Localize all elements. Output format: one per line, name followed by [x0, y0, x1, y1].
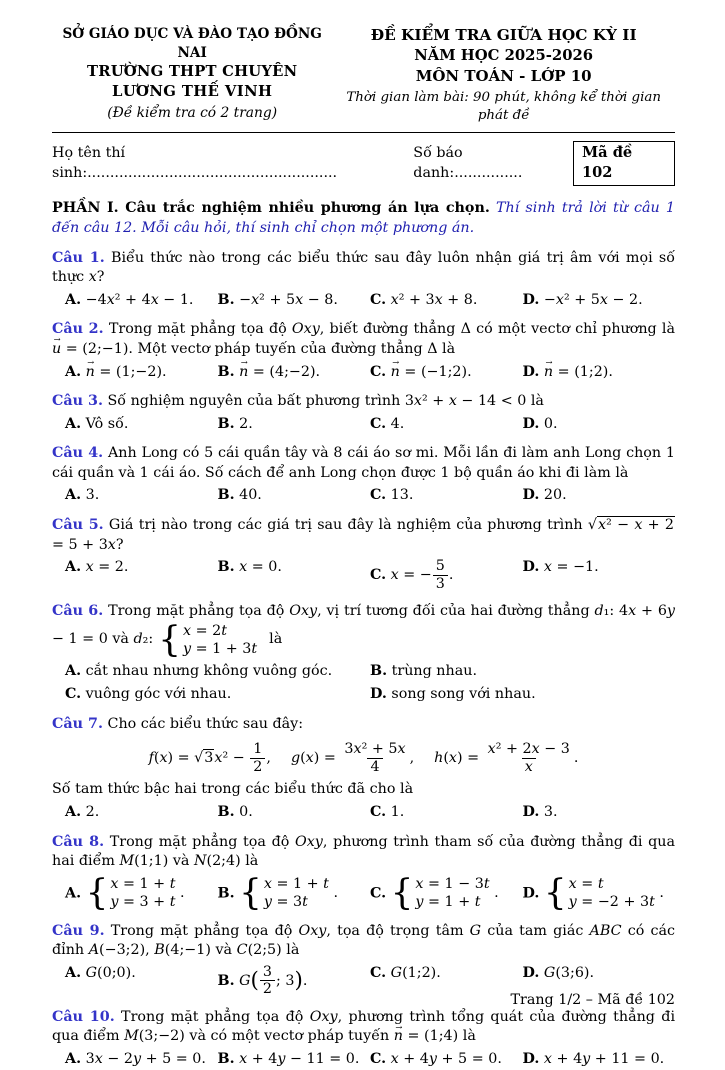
option-label: C.	[370, 415, 387, 432]
answer-option	[370, 486, 523, 506]
question	[52, 715, 675, 823]
option-text: x = − $\frac{5}{3}$ .	[390, 558, 454, 592]
option-text: −4x² + 4x − 1.	[85, 291, 194, 308]
question-number: Câu 2.	[52, 321, 104, 338]
option-text: 2.	[239, 415, 253, 432]
answer-option	[218, 875, 371, 912]
school-name-line1: TRƯỜNG THPT CHUYÊN	[87, 63, 298, 81]
option-label: C.	[65, 686, 82, 703]
answer-option	[523, 291, 676, 311]
answer-option	[65, 486, 218, 506]
question-number: Câu 9.	[52, 922, 105, 939]
option-label: A.	[65, 415, 82, 432]
student-name-line: Họ tên thí sinh:.......................................................	[52, 145, 338, 181]
school-year: NĂM HỌC 2025-2026	[414, 46, 594, 64]
question-paragraph	[52, 320, 675, 359]
option-text: 1.	[390, 803, 405, 820]
answer-option	[523, 486, 676, 506]
header-school-block	[52, 25, 332, 123]
question	[52, 249, 675, 311]
question-paragraph	[52, 444, 675, 483]
option-label: B.	[217, 487, 235, 504]
answer-option	[370, 415, 523, 435]
question-body: Trong mặt phẳng tọa độ Oxy, tọa độ trọng tâm G của tam giác ABC có các đỉnh A(−3;2), B(4;−1) và C(2;5) là	[52, 922, 676, 959]
question-number: Câu 7.	[52, 715, 103, 732]
student-info-row	[52, 141, 675, 186]
option-label: B.	[217, 972, 235, 989]
option-text: −x² + 5x − 2.	[543, 291, 643, 308]
question-number: Câu 1.	[52, 249, 105, 266]
option-text: 3.	[543, 803, 558, 820]
option-label: C.	[370, 803, 387, 820]
option-label: D.	[522, 363, 540, 380]
answer-options	[52, 415, 675, 435]
option-text: G(1;2).	[390, 964, 441, 981]
question-number: Câu 5.	[52, 516, 104, 533]
option-label: B.	[217, 559, 235, 576]
school-name-line2: LƯƠNG THẾ VINH	[111, 83, 273, 101]
option-text: n → = (−1;2).	[391, 364, 472, 380]
answer-option	[65, 558, 218, 578]
answer-option	[523, 363, 676, 383]
answer-option	[523, 558, 676, 578]
option-text: G( $\frac{3}{2}$ ; 3).	[239, 963, 308, 998]
answer-options	[52, 291, 675, 311]
option-label: A.	[65, 662, 82, 679]
question	[52, 922, 675, 998]
answer-options	[52, 558, 675, 592]
answer-option	[218, 415, 371, 435]
answer-option	[65, 875, 218, 912]
option-text: 4.	[390, 415, 405, 432]
answer-options	[52, 1050, 675, 1070]
question-body: Trong mặt phẳng tọa độ Oxy, vị trí tương đối của hai đường thẳng d₁: 4x + 6y − 1 = 0 và d₂: { x = 2t y = 1 + 3t là	[52, 603, 675, 647]
question-body: Số nghiệm nguyên của bất phương trình 3x² + x − 14 < 0 là	[107, 393, 544, 410]
option-label: B.	[217, 803, 235, 820]
option-label: D.	[522, 291, 540, 308]
option-label: C.	[370, 291, 387, 308]
option-label: B.	[370, 662, 388, 679]
option-text: 3x − 2y + 5 = 0.	[85, 1051, 206, 1067]
exam-code-box: Mã đề 102	[573, 141, 675, 186]
option-text: x = −1.	[543, 559, 599, 576]
option-label: C.	[370, 964, 387, 981]
subject-grade: MÔN TOÁN - LỚP 10	[415, 67, 592, 86]
question-body: Trong mặt phẳng tọa độ Oxy, biết đường thẳng Δ có một vectơ chỉ phương là u → = (2;−1). Một vectơ pháp tuyến của đường thẳng Δ là	[52, 321, 675, 357]
question-number: Câu 3.	[52, 393, 103, 410]
question-number: Câu 6.	[52, 603, 104, 619]
option-text: vuông góc với nhau.	[85, 686, 232, 703]
option-text: Vô số.	[85, 415, 129, 432]
answer-option	[370, 1050, 523, 1070]
option-label: C.	[370, 1051, 387, 1067]
option-text: { x = 1 − 3t y = 1 + t .	[391, 885, 499, 901]
option-label: D.	[522, 803, 540, 820]
option-label: C.	[370, 885, 387, 902]
option-label: D.	[522, 1051, 540, 1067]
answer-option	[218, 964, 371, 998]
option-label: C.	[370, 487, 387, 504]
question	[52, 602, 675, 705]
question-paragraph	[52, 602, 675, 659]
question-body: Giá trị nào trong các giá trị sau đây là nghiệm của phương trình √x² − x + 2 = 5 + 3x?	[52, 516, 674, 553]
question-body: Cho các biểu thức sau đây:	[107, 715, 304, 732]
answer-option	[370, 363, 523, 383]
question-number: Câu 4.	[52, 445, 104, 462]
question-number: Câu 8.	[52, 833, 105, 850]
answer-option	[65, 291, 218, 311]
option-label: A.	[65, 964, 82, 981]
question-body: Trong mặt phẳng tọa độ Oxy, phương trình tổng quát của đường thẳng đi qua điểm M(3;−2) và có một vectơ pháp tuyến n → = (1;4) là	[52, 1009, 675, 1045]
header-exam-block	[332, 25, 675, 125]
answer-option	[65, 803, 218, 823]
question-paragraph	[52, 833, 675, 872]
option-text: 0.	[543, 415, 558, 432]
option-label: B.	[217, 291, 235, 308]
option-text: 2.	[85, 803, 100, 820]
answer-option	[370, 803, 523, 823]
answer-option	[65, 662, 370, 682]
option-text: { x = 1 + t y = 3t .	[239, 885, 338, 901]
answer-options	[52, 875, 675, 912]
answer-option	[65, 1050, 218, 1070]
option-text: x = 0.	[239, 559, 282, 576]
option-text: n → = (1;−2).	[86, 364, 167, 380]
option-text: cắt nhau nhưng không vuông góc.	[85, 662, 333, 679]
option-label: A.	[65, 363, 82, 380]
part1-instruction: Thí sinh trả lời từ câu 1 đến câu 12. Mỗi câu hỏi, thí sinh chỉ chọn một phương án.	[52, 200, 675, 237]
answer-option	[65, 363, 218, 383]
option-label: C.	[370, 363, 387, 380]
exam-header	[52, 25, 675, 125]
answer-option	[65, 415, 218, 435]
question-body: Trong mặt phẳng tọa độ Oxy, phương trình tham số của đường thẳng đi qua hai điểm M(1;1) và N(2;4) là	[52, 833, 675, 870]
answer-option	[370, 291, 523, 311]
question-paragraph	[52, 249, 675, 288]
option-label: B.	[217, 885, 235, 902]
option-text: { x = t y = −2 + 3t .	[544, 885, 664, 901]
option-label: A.	[65, 885, 82, 902]
option-label: B.	[217, 1051, 235, 1067]
question-paragraph	[52, 1008, 675, 1047]
question-paragraph	[52, 516, 675, 555]
option-label: D.	[522, 964, 540, 981]
option-label: B.	[217, 363, 235, 380]
department-name: SỞ GIÁO DỤC VÀ ĐÀO TẠO ĐỒNG NAI	[62, 26, 322, 61]
answer-option	[370, 685, 675, 705]
exam-title: ĐỀ KIỂM TRA GIỮA HỌC KỲ II	[370, 26, 637, 44]
option-text: 20.	[543, 487, 567, 504]
option-text: G(0;0).	[85, 964, 136, 981]
option-text: song song với nhau.	[391, 686, 536, 703]
answer-option	[218, 1050, 371, 1070]
question	[52, 516, 675, 592]
answer-options	[52, 803, 675, 823]
option-label: D.	[522, 415, 540, 432]
answer-options	[52, 486, 675, 506]
option-label: D.	[522, 885, 540, 902]
answer-options	[52, 363, 675, 383]
option-text: { x = 1 + t y = 3 + t .	[86, 885, 185, 901]
answer-option	[65, 964, 218, 984]
answer-options	[52, 662, 675, 705]
option-label: A.	[65, 559, 82, 576]
option-text: x + 4y + 11 = 0.	[543, 1051, 665, 1067]
option-text: trùng nhau.	[391, 662, 477, 679]
answer-option	[523, 964, 676, 984]
option-text: 3.	[85, 487, 100, 504]
questions-list	[52, 249, 675, 1070]
question-body: Biểu thức nào trong các biểu thức sau đây luôn nhận giá trị âm với mọi số thực x?	[52, 249, 675, 286]
option-label: D.	[522, 487, 540, 504]
option-text: 40.	[239, 487, 262, 504]
question-body: Anh Long có 5 cái quần tây và 8 cái áo sơ mi. Mỗi lần đi làm anh Long chọn 1 cái quần và 1 cái áo. Số cách để anh Long chọn được 1 bộ quần áo khi đi làm là	[52, 445, 675, 481]
part1-heading	[52, 199, 675, 238]
answer-option	[218, 803, 371, 823]
option-label: B.	[217, 415, 235, 432]
answer-option	[523, 415, 676, 435]
answer-option	[218, 291, 371, 311]
question	[52, 1008, 675, 1070]
question-paragraph	[52, 392, 675, 412]
answer-option	[523, 1050, 676, 1070]
option-text: x² + 3x + 8.	[390, 291, 478, 308]
page-footer: Trang 1/2 – Mã đề 102	[510, 992, 675, 1009]
option-label: C.	[370, 567, 387, 584]
answer-option	[523, 875, 676, 912]
option-label: A.	[65, 803, 82, 820]
option-text: 0.	[239, 803, 253, 820]
option-text: x + 4y − 11 = 0.	[239, 1051, 360, 1067]
option-label: A.	[65, 487, 82, 504]
option-text: n → = (4;−2).	[239, 364, 320, 380]
question-paragraph	[52, 922, 675, 961]
answer-option	[370, 662, 675, 682]
option-text: x + 4y + 5 = 0.	[390, 1051, 502, 1067]
option-text: G(3;6).	[543, 964, 595, 981]
header-divider	[52, 132, 675, 133]
question-body-continued: Số tam thức bậc hai trong các biểu thức đã cho là	[52, 781, 414, 798]
option-text: 13.	[390, 487, 414, 504]
answer-option	[370, 875, 523, 912]
answer-option	[523, 803, 676, 823]
option-label: A.	[65, 291, 82, 308]
student-id-line: Số báo danh:...............	[413, 145, 523, 181]
part1-title: PHẦN I. Câu trắc nghiệm nhiều phương án lựa chọn.	[52, 200, 490, 217]
exam-pages-note: (Đề kiểm tra có 2 trang)	[107, 104, 278, 121]
question	[52, 444, 675, 506]
option-text: −x² + 5x − 8.	[239, 291, 338, 308]
option-text: x = 2.	[85, 559, 129, 576]
option-text: n → = (1;2).	[544, 364, 613, 380]
answer-option	[370, 964, 523, 984]
answer-option	[65, 685, 370, 705]
exam-duration-note: Thời gian làm bài: 90 phút, không kể thời gian phát đề	[346, 89, 661, 124]
answer-option	[370, 558, 523, 592]
answer-option	[218, 558, 371, 578]
option-label: A.	[65, 1051, 82, 1067]
question	[52, 833, 675, 912]
question-paragraph	[52, 715, 675, 735]
question-number: Câu 10.	[52, 1008, 115, 1025]
question	[52, 320, 675, 382]
option-label: D.	[370, 686, 387, 703]
question-formula-display: f(x) = √3x² − $\frac{1}{2}$ , g(x) = $\frac{\text{3x² + 5x}}{4}$ , h(x) = $\frac{\text{x² + 2x − 3}}{x}$ .	[148, 741, 579, 775]
answer-option	[218, 486, 371, 506]
answer-option	[218, 363, 371, 383]
question	[52, 392, 675, 434]
option-label: D.	[522, 559, 540, 576]
